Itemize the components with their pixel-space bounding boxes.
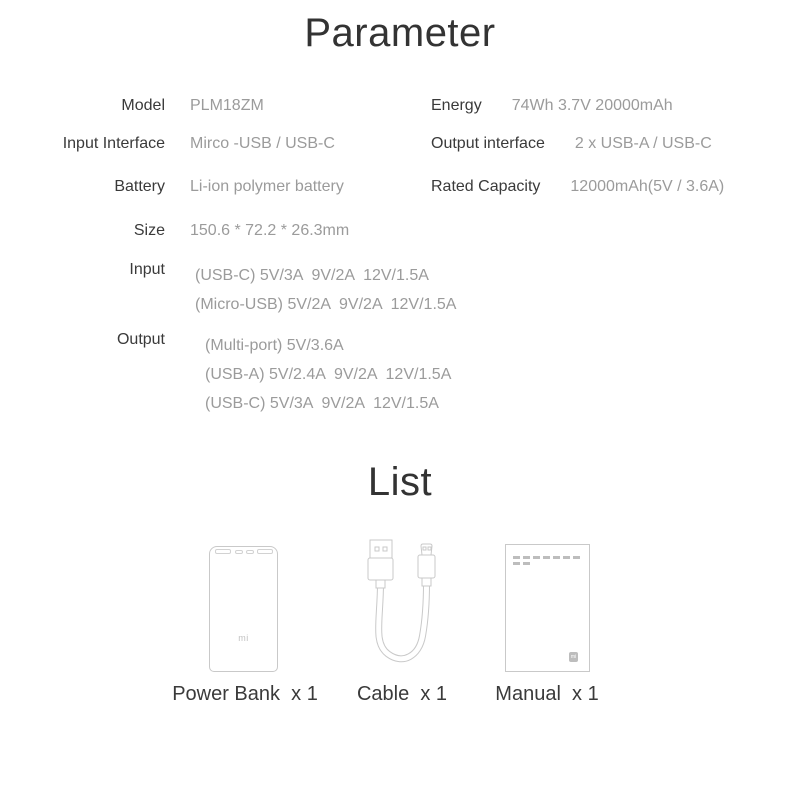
spec-row-input-interface bbox=[0, 135, 335, 153]
spec-label-energy: Energy bbox=[431, 97, 482, 114]
item-label-manual: Manual x 1 bbox=[495, 683, 599, 705]
mi-logo-badge: mi bbox=[570, 654, 577, 660]
cable-wire-icon bbox=[379, 583, 427, 659]
spec-row-input bbox=[0, 261, 456, 319]
output-spec-line-usb-a: (USB-A) 5V/2.4A 9V/2A 12V/1.5A bbox=[205, 366, 452, 383]
input-spec-line-usb-c: (USB-C) 5V/3A 9V/2A 12V/1.5A bbox=[195, 267, 429, 284]
parameter-title: Parameter bbox=[304, 11, 496, 55]
spec-value-output-interface: 2 x USB-A / USB-C bbox=[574, 135, 712, 152]
spec-row-rated-capacity bbox=[431, 178, 724, 196]
output-spec-lines bbox=[205, 331, 451, 418]
spec-label-output-interface: Output interface bbox=[431, 135, 545, 152]
power-bank-icon bbox=[209, 546, 278, 672]
spec-value-battery: Li-ion polymer battery bbox=[190, 178, 344, 195]
item-label-cable: Cable x 1 bbox=[356, 683, 448, 705]
manual-text-line-icon bbox=[513, 556, 583, 559]
spec-label-battery: Battery bbox=[114, 178, 165, 195]
mi-logo: mi bbox=[238, 633, 249, 643]
input-spec-lines bbox=[195, 261, 456, 319]
manual-icon bbox=[505, 544, 590, 672]
spec-value-size: 150.6 * 72.2 * 26.3mm bbox=[190, 222, 350, 239]
spec-row-size bbox=[0, 222, 349, 240]
spec-label-model: Model bbox=[121, 97, 165, 114]
spec-label-size: Size bbox=[133, 222, 165, 239]
output-spec-line-multi-port: (Multi-port) 5V/3.6A bbox=[205, 337, 344, 354]
spec-value-energy: 74Wh 3.7V 20000mAh bbox=[511, 97, 673, 114]
power-bank-usb-a-port-left-icon bbox=[215, 549, 231, 554]
list-title: List bbox=[367, 460, 433, 504]
spec-value-rated-capacity: 12000mAh(5V / 3.6A) bbox=[570, 178, 725, 195]
spec-row-output bbox=[0, 331, 451, 418]
usb-cable-icon bbox=[355, 535, 455, 675]
micro-usb-connector-icon bbox=[418, 544, 435, 586]
spec-label-input: Input bbox=[129, 261, 165, 278]
power-bank-usb-c-port-icon bbox=[235, 550, 243, 554]
power-bank-micro-usb-port-icon bbox=[246, 550, 254, 554]
input-spec-line-micro-usb: (Micro-USB) 5V/2A 9V/2A 12V/1.5A bbox=[195, 296, 457, 313]
output-spec-line-usb-c: (USB-C) 5V/3A 9V/2A 12V/1.5A bbox=[205, 395, 439, 412]
spec-label-input-interface: Input Interface bbox=[62, 135, 165, 152]
spec-row-battery bbox=[0, 178, 344, 196]
item-label-power-bank: Power Bank x 1 bbox=[172, 683, 318, 705]
spec-value-model: PLM18ZM bbox=[190, 97, 264, 114]
manual-text-line-icon bbox=[513, 562, 530, 565]
usb-a-connector-icon bbox=[368, 540, 393, 588]
spec-row-energy bbox=[431, 97, 673, 115]
spec-row-output-interface bbox=[431, 135, 712, 153]
spec-label-rated-capacity: Rated Capacity bbox=[431, 178, 541, 195]
spec-row-model bbox=[0, 97, 264, 115]
spec-label-output: Output bbox=[116, 331, 165, 348]
power-bank-usb-a-port-right-icon bbox=[257, 549, 273, 554]
spec-value-input-interface: Mirco -USB / USB-C bbox=[190, 135, 335, 152]
